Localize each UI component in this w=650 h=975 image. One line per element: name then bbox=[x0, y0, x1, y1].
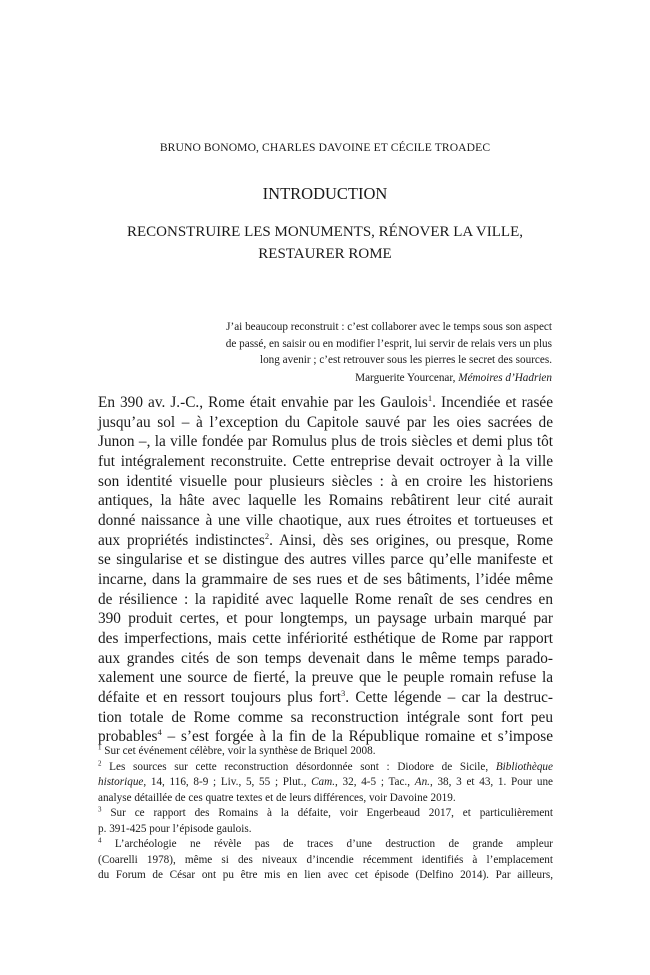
chapter-subtitle bbox=[0, 221, 650, 265]
epigraph-work: Mémoires d’Hadrien bbox=[458, 371, 552, 384]
epigraph-line: J’ai beaucoup reconstruit : c’est collaborer avec le temps sous son aspect bbox=[226, 321, 552, 333]
text-line: donné naissance à une ville chaotique, aux rues étroites et tortueuses et bbox=[98, 511, 553, 529]
text-line: fut intégralement reconstruite. Cette entreprise devait octroyer à la ville bbox=[98, 452, 553, 470]
footnote-1: $^1$ Sur cet événement célèbre, voir la synthèse de Briquel 2008. bbox=[98, 743, 376, 757]
footnote-4: $^4$ L’archéologie ne révèle pas de traces d’une destruction de grande ampleur bbox=[98, 836, 554, 850]
text-line: incarne, dans la grammaire de ses rues et de ses bâtiments, l’idée même bbox=[98, 570, 553, 588]
epigraph-author: Marguerite Yourcenar, bbox=[355, 371, 459, 384]
footnote-4-cont: du Forum de César ont pu être mis en lien avec cet épisode (Delfino 2014). Par ailleurs, bbox=[98, 869, 553, 881]
footnotes bbox=[98, 744, 553, 884]
epigraph bbox=[172, 319, 552, 386]
chapter-title: INTRODUCTION bbox=[262, 184, 388, 203]
footnote-ref[interactable]: 2 bbox=[264, 530, 270, 541]
text-line: des imperfections, mais cette infériorité esthétique de Rome par rapport bbox=[98, 629, 553, 647]
footnote-2-cont: historique, 14, 116, 8-9 ; Liv., 5, 55 ; Plut., Cam., 32, 4-5 ; Tac., An., 38, 3 et 43, 1. Pour une bbox=[98, 776, 553, 788]
footnote-ref[interactable]: 1 bbox=[427, 392, 433, 403]
footnote-3: $^3$ Sur ce rapport des Romains à la défaite, voir Engerbeaud 2017, et particulièrement bbox=[98, 805, 553, 819]
text-line: Junon –, la ville fondée par Romulus plus de trois siècles et demi plus tôt bbox=[98, 433, 553, 451]
text-line: 390 produit certes, et pour longtemps, un paysage urbain marqué par bbox=[98, 610, 553, 628]
main-text bbox=[98, 393, 553, 747]
text-line: xalement une source de fierté, la preuve que le peuple romain refuse la bbox=[98, 669, 553, 687]
text-line: En 390 av. J.-C., Rome était envahie par les Gaulois$^1$. Incendiée et rasée bbox=[98, 392, 554, 411]
subtitle-line: RESTAURER ROME bbox=[258, 246, 392, 262]
text-line: aux propriétés indistinctes$^2$. Ainsi, dès ses origines, ou presque, Rome bbox=[98, 530, 553, 549]
text-line: se singularise et se distingue des autres villes parce qu’elle manifeste et bbox=[98, 551, 553, 569]
footnote-ref[interactable]: 4 bbox=[157, 727, 162, 738]
text-line: tion totale de Rome comme sa reconstruction intégrale sont fort peu bbox=[98, 708, 553, 726]
footnote-2: $^2$ Les sources sur cette reconstruction désordonnée sont : Diodore de Sicile, Bibliothèque bbox=[98, 758, 553, 773]
footnote-3-end: p. 391-425 pour l’épisode gaulois. bbox=[98, 822, 252, 835]
text-line: de résilience : la rapidité avec laquelle Rome renaît de ses cendres en bbox=[98, 590, 553, 608]
text-line: aux grandes cités de son temps devenait dans le même temps parado- bbox=[98, 649, 553, 667]
author-line: BRUNO BONOMO, CHARLES DAVOINE ET CÉCILE TROADEC bbox=[159, 141, 491, 154]
footnote-2-end: analyse détaillée de ces quatre textes et de leurs différences, voir Davoine 2019. bbox=[98, 791, 456, 804]
footnote-4-cont: (Coarelli 1978), même si des niveaux d’incendie récemment identifiés à l’emplacement bbox=[98, 853, 553, 866]
text-line: probables$^4$ – s’est forgée à la fin de la République romaine et s’impose bbox=[98, 727, 553, 746]
epigraph-source bbox=[172, 370, 552, 387]
subtitle-line: RECONSTRUIRE LES MONUMENTS, RÉNOVER LA VILLE, bbox=[127, 224, 523, 240]
text-line: son identité visuelle pour plusieurs siècles : à en croire les historiens bbox=[98, 472, 553, 490]
text-line: antiques, la hâte avec laquelle les Romains rebâtirent leur cité aurait bbox=[98, 492, 553, 510]
text-line: jusqu’au sol – à l’exception du Capitole sauvé par les oies sacrées de bbox=[98, 413, 553, 431]
epigraph-line: long avenir ; c’est retrouver sous les pierres le secret des sources. bbox=[259, 354, 552, 366]
text-line: défaite et en ressort toujours plus fort$^3$. Cette légende – car la destruc- bbox=[98, 687, 554, 706]
footnote-ref[interactable]: 3 bbox=[341, 687, 346, 698]
epigraph-line: de passé, en saisir ou en modifier l’esprit, lui servir de relais vers un plus bbox=[225, 337, 552, 350]
